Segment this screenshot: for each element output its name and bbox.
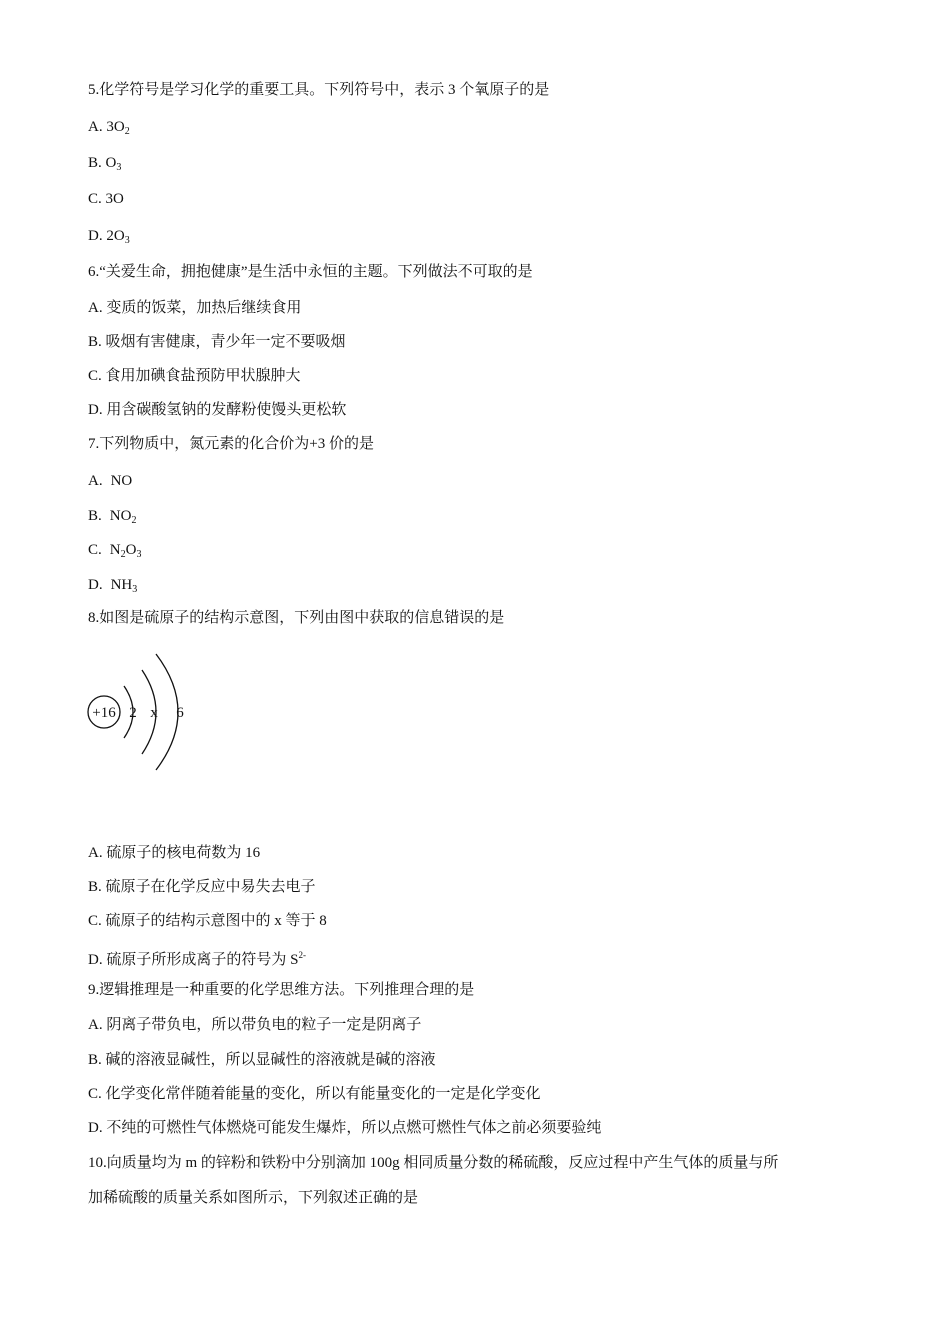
q6-option-a: A. 变质的饭菜，加热后继续食用 xyxy=(88,300,302,316)
q7-option-b xyxy=(88,506,136,531)
q8-option-c: C. 硫原子的结构示意图中的 x 等于 8 xyxy=(88,913,327,929)
q7-option-c xyxy=(88,540,141,565)
option-label: B. xyxy=(88,508,102,524)
formula: NO xyxy=(110,473,133,489)
q10-stem-line-1: 10.向质量均为 m 的锌粉和铁粉中分别滴加 100g 相同质量分数的稀硫酸，反应过程中产生气体的质量与所 xyxy=(88,1155,779,1171)
q6-stem: 6.“关爱生命，拥抱健康”是生活中永恒的主题。下列做法不可取的是 xyxy=(88,264,533,280)
option-label: C. xyxy=(88,542,102,558)
sulfur-atom-structure-diagram xyxy=(84,648,194,772)
subscript: 3 xyxy=(124,235,130,246)
option-text: D. 硫原子所形成离子的符号为 S xyxy=(88,952,299,968)
q9-option-b: B. 碱的溶液显碱性，所以显碱性的溶液就是碱的溶液 xyxy=(88,1052,436,1068)
q8-option-d xyxy=(88,945,306,970)
subscript: 2 xyxy=(124,126,130,137)
q5-option-a xyxy=(88,117,130,142)
formula: 3O xyxy=(105,191,124,207)
formula: O xyxy=(125,542,137,558)
formula: 3O xyxy=(106,119,125,135)
option-label: D. xyxy=(88,228,107,244)
formula: NO xyxy=(109,508,132,524)
option-label: A. xyxy=(88,119,107,135)
q10-stem-line-2: 加稀硫酸的质量关系如图所示，下列叙述正确的是 xyxy=(88,1190,419,1206)
option-label: C. xyxy=(88,191,106,207)
q9-option-d: D. 不纯的可燃性气体燃烧可能发生爆炸，所以点燃可燃性气体之前必须要验纯 xyxy=(88,1120,602,1136)
q9-option-a: A. 阴离子带负电，所以带负电的粒子一定是阴离子 xyxy=(88,1017,422,1033)
formula: N xyxy=(109,542,121,558)
subscript: 3 xyxy=(136,549,142,560)
q8-stem: 8.如图是硫原子的结构示意图，下列由图中获取的信息错误的是 xyxy=(88,610,505,626)
q9-stem: 9.逻辑推理是一种重要的化学思维方法。下列推理合理的是 xyxy=(88,982,475,998)
shell-3-electrons: 6 xyxy=(176,705,184,721)
subscript: 2 xyxy=(131,515,137,526)
q5-option-c xyxy=(88,189,124,209)
q8-option-b: B. 硫原子在化学反应中易失去电子 xyxy=(88,879,316,895)
formula: O xyxy=(105,155,117,171)
formula: NH xyxy=(110,577,133,593)
q6-option-b: B. 吸烟有害健康，青少年一定不要吸烟 xyxy=(88,334,346,350)
q6-option-d: D. 用含碳酸氢钠的发酵粉使馒头更松软 xyxy=(88,402,347,418)
shell-1-electrons: 2 xyxy=(129,705,137,721)
option-label: D. xyxy=(88,577,103,593)
q5-option-b xyxy=(88,153,121,178)
q9-option-c: C. 化学变化常伴随着能量的变化，所以有能量变化的一定是化学变化 xyxy=(88,1086,541,1102)
formula: 2O xyxy=(106,228,125,244)
option-label: A. xyxy=(88,473,103,489)
q6-option-c: C. 食用加碘食盐预防甲状腺肿大 xyxy=(88,368,301,384)
nucleus-charge: +16 xyxy=(92,705,116,721)
option-label: B. xyxy=(88,155,106,171)
q7-option-a xyxy=(88,471,132,491)
subscript: 3 xyxy=(132,584,138,595)
q5-option-d xyxy=(88,226,130,251)
q7-option-d xyxy=(88,575,137,600)
subscript: 3 xyxy=(116,162,122,173)
superscript-charge: 2- xyxy=(298,950,306,960)
q7-stem: 7.下列物质中，氮元素的化合价为+3 价的是 xyxy=(88,436,374,452)
subscript: 2 xyxy=(120,549,126,560)
q8-option-a: A. 硫原子的核电荷数为 16 xyxy=(88,845,261,861)
q5-stem: 5.化学符号是学习化学的重要工具。下列符号中，表示 3 个氧原子的是 xyxy=(88,82,550,98)
shell-2-electrons: x xyxy=(150,705,158,721)
electron-shell-3 xyxy=(156,654,178,770)
